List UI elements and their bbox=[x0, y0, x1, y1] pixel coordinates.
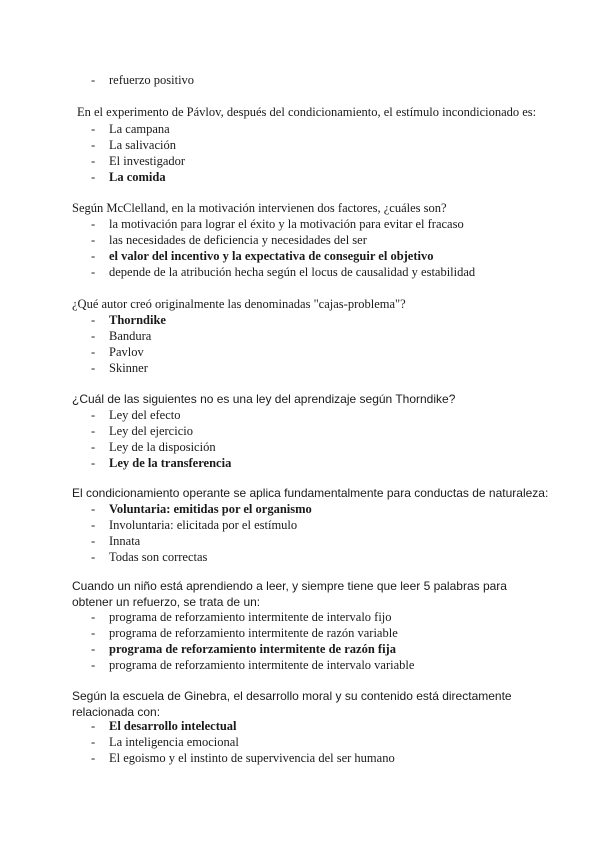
option-text: el valor del incentivo y la expectativa de conseguir el objetivo bbox=[109, 249, 434, 263]
option-text: La campana bbox=[109, 122, 170, 136]
option-text: Ley de la transferencia bbox=[109, 456, 232, 470]
bullet-dash: - bbox=[91, 408, 96, 422]
bullet-dash: - bbox=[91, 534, 96, 548]
bullet-dash: - bbox=[91, 719, 96, 733]
option-text: depende de la atribución hecha según el locus de causalidad y estabilidad bbox=[109, 265, 476, 279]
bullet-dash: - bbox=[91, 345, 96, 359]
answer-option bbox=[0, 423, 600, 439]
correct-answer-option bbox=[0, 455, 600, 471]
bullet-dash: - bbox=[91, 73, 96, 87]
bullet-dash: - bbox=[91, 170, 96, 184]
bullet-dash: - bbox=[91, 138, 96, 152]
option-text: Ley de la disposición bbox=[109, 440, 216, 454]
option-text: Voluntaria: emitidas por el organismo bbox=[109, 502, 312, 516]
question-text: Según la escuela de Ginebra, el desarrollo moral y su contenido está directamente relacionada con: bbox=[72, 689, 512, 719]
answer-option bbox=[0, 439, 600, 455]
answer-option bbox=[0, 153, 600, 169]
answer-option bbox=[0, 344, 600, 360]
bullet-dash: - bbox=[91, 642, 96, 656]
bullet-dash: - bbox=[91, 217, 96, 231]
option-text: El investigador bbox=[109, 154, 186, 168]
answer-option bbox=[0, 549, 600, 565]
option-text: programa de reforzamiento intermitente de intervalo fijo bbox=[109, 610, 392, 624]
answer-option bbox=[0, 216, 600, 232]
answer-option bbox=[0, 407, 600, 423]
answer-option bbox=[0, 533, 600, 549]
answer-option bbox=[0, 232, 600, 248]
answer-option bbox=[0, 72, 600, 88]
option-text: Involuntaria: elicitada por el estímulo bbox=[109, 518, 298, 532]
bullet-dash: - bbox=[91, 313, 96, 327]
correct-answer-option bbox=[0, 248, 600, 264]
option-text: Skinner bbox=[109, 361, 148, 375]
correct-answer-option bbox=[0, 501, 600, 517]
bullet-dash: - bbox=[91, 154, 96, 168]
question-text: ¿Qué autor creó originalmente las denominadas "cajas-problema"? bbox=[72, 297, 406, 311]
correct-answer-option bbox=[0, 312, 600, 328]
correct-answer-option bbox=[0, 641, 600, 657]
option-text: programa de reforzamiento intermitente de razón variable bbox=[109, 626, 398, 640]
answer-option bbox=[0, 750, 600, 766]
option-text: las necesidades de deficiencia y necesidades del ser bbox=[109, 233, 367, 247]
bullet-dash: - bbox=[91, 456, 96, 470]
option-text: Pavlov bbox=[109, 345, 144, 359]
option-text: Thorndike bbox=[109, 313, 166, 327]
question-text: El condicionamiento operante se aplica fundamentalmente para conductas de naturaleza: bbox=[72, 486, 549, 500]
bullet-dash: - bbox=[91, 735, 96, 749]
bullet-dash: - bbox=[91, 502, 96, 516]
answer-option bbox=[0, 609, 600, 625]
option-text: refuerzo positivo bbox=[109, 73, 195, 87]
question-text: Según McClelland, en la motivación intervienen dos factores, ¿cuáles son? bbox=[72, 201, 447, 215]
option-text: La salivación bbox=[109, 138, 176, 152]
question-text: En el experimento de Pávlov, después del condicionamiento, el estímulo incondicionado es: bbox=[77, 105, 537, 119]
bullet-dash: - bbox=[91, 626, 96, 640]
bullet-dash: - bbox=[91, 658, 96, 672]
answer-option bbox=[0, 328, 600, 344]
answer-option bbox=[0, 137, 600, 153]
correct-answer-option bbox=[0, 718, 600, 734]
bullet-dash: - bbox=[91, 361, 96, 375]
option-text: programa de reforzamiento intermitente de razón fija bbox=[109, 642, 396, 656]
answer-option bbox=[0, 657, 600, 673]
bullet-dash: - bbox=[91, 550, 96, 564]
option-text: El egoismo y el instinto de supervivencia del ser humano bbox=[109, 751, 395, 765]
answer-option bbox=[0, 625, 600, 641]
bullet-dash: - bbox=[91, 329, 96, 343]
answer-option bbox=[0, 121, 600, 137]
question-text: ¿Cuál de las siguientes no es una ley del aprendizaje según Thorndike? bbox=[72, 392, 456, 406]
correct-answer-option bbox=[0, 169, 600, 185]
option-text: Bandura bbox=[109, 329, 152, 343]
answer-option bbox=[0, 517, 600, 533]
option-text: Innata bbox=[109, 534, 141, 548]
bullet-dash: - bbox=[91, 249, 96, 263]
option-text: El desarrollo intelectual bbox=[109, 719, 237, 733]
bullet-dash: - bbox=[91, 265, 96, 279]
bullet-dash: - bbox=[91, 122, 96, 136]
question-text: Cuando un niño está aprendiendo a leer, y siempre tiene que leer 5 palabras para obtener un refuerzo, se trata de un: bbox=[72, 579, 507, 609]
bullet-dash: - bbox=[91, 440, 96, 454]
option-text: La comida bbox=[109, 170, 166, 184]
bullet-dash: - bbox=[91, 518, 96, 532]
answer-option bbox=[0, 360, 600, 376]
option-text: programa de reforzamiento intermitente de intervalo variable bbox=[109, 658, 415, 672]
option-text: Todas son correctas bbox=[109, 550, 208, 564]
answer-option bbox=[0, 734, 600, 750]
bullet-dash: - bbox=[91, 424, 96, 438]
bullet-dash: - bbox=[91, 610, 96, 624]
option-text: Ley del ejercicio bbox=[109, 424, 193, 438]
bullet-dash: - bbox=[91, 233, 96, 247]
answer-option bbox=[0, 264, 600, 280]
option-text: la motivación para lograr el éxito y la motivación para evitar el fracaso bbox=[109, 217, 464, 231]
option-text: Ley del efecto bbox=[109, 408, 181, 422]
bullet-dash: - bbox=[91, 751, 96, 765]
option-text: La inteligencia emocional bbox=[109, 735, 239, 749]
